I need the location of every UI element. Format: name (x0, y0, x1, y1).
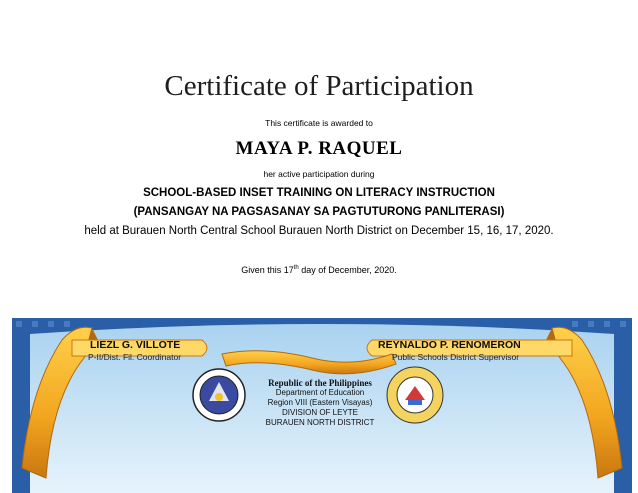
deped-line-department: Department of Education (275, 388, 365, 397)
held-text: held at Burauen North Central School Burauen North District on December 15, 16, 17, 2020. (84, 225, 554, 237)
given-date: Given this 17th day of December, 2020. (241, 265, 397, 275)
certificate-title: Certificate of Participation (164, 70, 474, 102)
during-text: her active participation during (263, 169, 375, 179)
right-signatory-name: REYNALDO P. RENOMERON (378, 339, 521, 351)
recipient-name: MAYA P. RAQUEL (235, 138, 403, 159)
left-signatory-title: P-II/Dist. Fil. Coordinator (88, 352, 182, 362)
deped-line-district: BURAUEN NORTH DISTRICT (265, 418, 375, 427)
program-title: SCHOOL-BASED INSET TRAINING ON LITERACY INSTRUCTION (143, 187, 495, 199)
left-signatory-name: LIEZL G. VILLOTE (90, 339, 181, 351)
deped-line-republic: Republic of the Philippines (268, 378, 372, 388)
deped-address-block (220, 378, 420, 428)
program-subtitle: (PANSANGAY NA PAGSASANAY SA PAGTUTURONG PANLITERASI) (133, 206, 505, 218)
deped-line-division: DIVISION OF LEYTE (281, 408, 358, 417)
deped-line-region: Region VIII (Eastern Visayas) (267, 398, 373, 407)
right-signatory-title: Public Schools District Supervisor (392, 352, 520, 362)
awarded-to-text: This certificate is awarded to (265, 118, 373, 128)
